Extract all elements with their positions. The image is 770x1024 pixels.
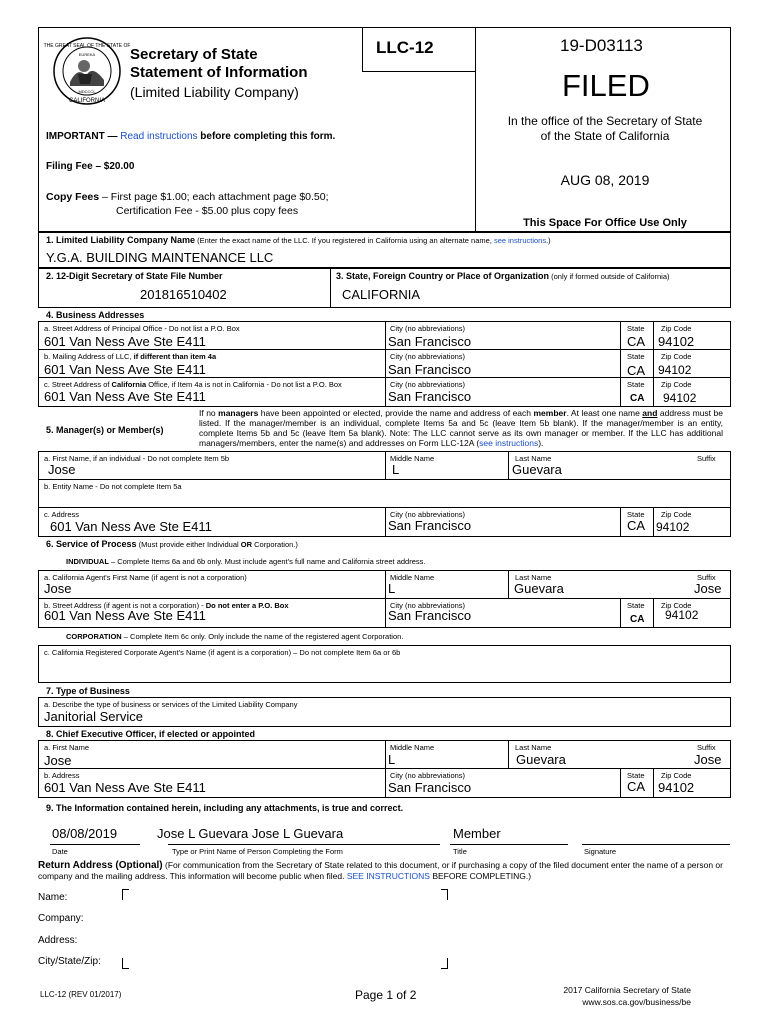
subtitle: (Limited Liability Company) (130, 84, 299, 100)
item4c-street-field[interactable]: 601 Van Ness Ave Ste E411 (44, 389, 206, 404)
signature-date-field[interactable]: 08/08/2019 (52, 826, 118, 841)
california-seal-icon (43, 36, 131, 106)
item6-hint-or: OR (240, 540, 253, 549)
item5-instr-3: have been appointed or elected, provide the name and address of each (258, 408, 534, 418)
item8-state-divider (620, 768, 621, 798)
item5-instr-5: . At least one name (566, 408, 643, 418)
item8b-zip-label: Zip Code (661, 771, 692, 780)
item5-last-divider (508, 451, 509, 479)
seal-year-text: MDCCCL (78, 89, 96, 94)
item4a-zip-label: Zip Code (661, 324, 692, 333)
signer-name-field[interactable]: Jose L Guevara Jose L Guevara (157, 826, 344, 841)
title-line2: Statement of Information (130, 64, 308, 81)
item8a-suffix-label: Suffix (697, 743, 716, 752)
footer-url[interactable]: www.sos.ca.gov/business/be (582, 997, 691, 1007)
item5c-state-label: State (627, 510, 645, 519)
date-line (50, 844, 140, 845)
return-address-instructions (38, 860, 728, 882)
item4a-label: a. Street Address of Principal Office - Do not list a P.O. Box (44, 324, 240, 333)
item8b-city-field[interactable]: San Francisco (388, 780, 472, 795)
item5c-state-field[interactable]: CA (627, 518, 646, 533)
item5-zip-divider (653, 507, 654, 537)
item8b-street-field[interactable]: 601 Van Ness Ave Ste E411 (44, 780, 206, 795)
name-line (168, 844, 440, 845)
signature-label: Signature (584, 847, 617, 856)
item4-state-divider (620, 321, 621, 407)
item7-label: 7. Type of Business (46, 686, 130, 696)
copyright: 2017 California Secretary of State (563, 985, 691, 995)
file-number-field[interactable]: 201816510402 (140, 287, 227, 302)
item4b-label (44, 352, 216, 361)
item9-label: 9. The Information contained herein, including any attachments, is true and correct. (46, 803, 404, 813)
item8b-state-field[interactable]: CA (627, 779, 646, 794)
return-text-end: BEFORE COMPLETING.) (429, 871, 532, 881)
item6b-city-label: City (no abbreviations) (390, 601, 466, 610)
item6-corp-text: – Complete Item 6c only. Only include the name of the registered agent Corporation. (121, 632, 404, 641)
important-suffix: before completing this form. (197, 131, 336, 142)
item4b-zip-label: Zip Code (661, 352, 692, 361)
item4c-label-bold: California (111, 380, 147, 389)
item8a-middle-label: Middle Name (390, 743, 435, 752)
item8b-zip-field[interactable]: 94102 (658, 780, 695, 795)
item7a-label: a. Describe the type of business or services of the Limited Liability Company (44, 700, 298, 709)
item8a-last-field[interactable]: Guevara (516, 752, 566, 767)
item6-label-row (46, 539, 298, 549)
item4a-street-field[interactable]: 601 Van Ness Ave Ste E411 (44, 334, 206, 349)
page-number: Page 1 of 2 (355, 988, 417, 1002)
item4b-street-field[interactable]: 601 Van Ness Ave Ste E411 (44, 362, 206, 377)
item6b-state-field[interactable]: CA (630, 614, 645, 625)
item4c-zip-label: Zip Code (661, 380, 692, 389)
header-divider (475, 27, 476, 232)
item4a-state-label: State (627, 324, 645, 333)
item4b-label-pre: b. Mailing Address of LLC, (44, 352, 134, 361)
item4c-city-label: City (no abbreviations) (390, 380, 466, 389)
return-name-label: Name: (38, 892, 68, 903)
item5a-last-label: Last Name (515, 454, 552, 463)
item6a-middle-field[interactable]: L (388, 581, 396, 596)
item6-state-divider (620, 598, 621, 628)
item5-instr-8: ). (538, 438, 544, 448)
item4b-label-bold: if different than item 4a (133, 352, 217, 361)
filing-fee: Filing Fee – $20.00 (46, 161, 135, 172)
item5c-city-field[interactable]: San Francisco (388, 518, 472, 533)
item1-label-row (46, 235, 551, 245)
return-city-label: City/State/Zip: (38, 956, 101, 967)
important-prefix: IMPORTANT — (46, 131, 121, 142)
item6-hint: (Must provide either Individual (136, 540, 241, 549)
item6b-state-label: State (627, 601, 645, 610)
item6a-suffix-field[interactable]: Jose (694, 581, 722, 596)
item1-instructions-link[interactable]: see instructions (493, 236, 547, 245)
seal-bottom-text: CALIFORNIA (68, 98, 106, 104)
item5-middle-divider (385, 451, 386, 479)
item6-corporation-note (66, 632, 403, 641)
copy-fees-line1: – First page $1.00; each attachment page $0.50; (99, 191, 329, 203)
important-note (46, 131, 335, 142)
item5-label: 5. Manager(s) or Member(s) (46, 425, 164, 435)
return-address-field[interactable] (122, 889, 448, 969)
llc-name-field[interactable]: Y.G.A. BUILDING MAINTENANCE LLC (46, 250, 274, 265)
item4c-label-pre: c. Street Address of (44, 380, 112, 389)
title-label: Title (453, 847, 467, 856)
place-of-organization-field[interactable]: CALIFORNIA (342, 287, 421, 302)
copy-fees (46, 191, 329, 203)
item6-middle-divider (385, 570, 386, 628)
item5a-middle-label: Middle Name (390, 454, 435, 463)
item6b-zip-label: Zip Code (661, 601, 692, 610)
item8a-label: a. First Name (44, 743, 90, 752)
seal-motto-text: EUREKA (78, 52, 96, 57)
form-revision: LLC-12 (REV 01/2017) (40, 990, 122, 999)
item6-individual-bold: INDIVIDUAL (66, 557, 109, 566)
item5a-suffix-label: Suffix (697, 454, 716, 463)
item3-hint: (only if formed outside of California) (549, 272, 670, 281)
return-label: Return Address (Optional) (38, 860, 163, 871)
item5c-city-label: City (no abbreviations) (390, 510, 466, 519)
read-instructions-link[interactable]: Read instructions (120, 131, 198, 142)
item2-label: 2. 12-Digit Secretary of State File Number (46, 271, 223, 281)
item6b-label-pre: b. Street Address (if agent is not a corporation) - (44, 601, 206, 610)
item4c-state-label: State (627, 380, 645, 389)
office-line2: of the State of California (540, 129, 670, 143)
copy-fees-label: Copy Fees (46, 191, 100, 203)
item5-instr-and: and (642, 408, 658, 418)
item6-individual-note (66, 557, 426, 566)
item5c-label: c. Address (44, 510, 80, 519)
filed-date: AUG 08, 2019 (560, 172, 650, 188)
document-number: 19-D03113 (560, 36, 643, 55)
item5-instr-7: address must be listed. If the manager/member is an individual, complete Items 5a and 5c (leave Item 5b blank). If the manager/member is an entity, complete Items 5b and 5c (leave Item 5a blank). Note: The LLC cannot serve as its own manager or member. If the LLC has additional managers/members, enter the name(s) and addresses on Form LLC-12A ( (199, 408, 723, 448)
item6-corp-bold: CORPORATION (66, 632, 122, 641)
item1-label: 1. Limited Liability Company Name (46, 235, 196, 245)
item8a-last-label: Last Name (515, 743, 552, 752)
signature-line (582, 844, 730, 845)
item8-zip-divider (653, 768, 654, 798)
item5-instr-member: member (533, 408, 567, 418)
item5-city-divider (385, 507, 386, 537)
return-instructions-link[interactable]: SEE INSTRUCTIONS (346, 871, 430, 881)
item5c-street-field[interactable]: 601 Van Ness Ave Ste E411 (50, 519, 212, 534)
item6-individual-text: – Complete Items 6a and 6b only. Must include agent’s full name and California street address. (108, 557, 426, 566)
item6-zip-divider (653, 598, 654, 628)
item6a-suffix-label: Suffix (697, 573, 716, 582)
item6-last-divider (508, 570, 509, 598)
item6a-first-field[interactable]: Jose (44, 581, 72, 596)
item4c-state-field[interactable]: CA (630, 393, 645, 404)
form-code: LLC-12 (376, 38, 434, 57)
title-line (450, 844, 568, 845)
item6b-street-field[interactable]: 601 Van Ness Ave Ste E411 (44, 608, 206, 623)
item6-label: 6. Service of Process (46, 539, 137, 549)
item8a-middle-field[interactable]: L (388, 752, 396, 767)
item8a-suffix-field[interactable]: Jose (694, 752, 722, 767)
return-company-label: Company: (38, 913, 84, 924)
item5a-middle-field[interactable]: L (392, 462, 400, 477)
item8b-label: b. Address (44, 771, 80, 780)
item8-middle-divider (385, 740, 386, 798)
seal-top-text: THE GREAT SEAL OF THE STATE OF (43, 43, 131, 49)
item6-hint-end: Corporation.) (252, 540, 298, 549)
item1-hint: (Enter the exact name of the LLC. If you registered in California using an alternate name, (195, 236, 494, 245)
item5-state-divider (620, 507, 621, 537)
item8a-first-field[interactable]: Jose (44, 753, 72, 768)
item4a-city-field[interactable]: San Francisco (388, 334, 472, 349)
item6a-label: a. California Agent's First Name (if agent is not a corporation) (44, 573, 247, 582)
item5a-last-field[interactable]: Guevara (512, 462, 562, 477)
item5-instructions-link[interactable]: see instructions (479, 438, 539, 448)
item5-instr-1: If no (199, 408, 219, 418)
item4b-city-label: City (no abbreviations) (390, 352, 466, 361)
item4c-zip-field[interactable]: 94102 (663, 391, 697, 405)
item4c-label (44, 380, 342, 389)
item5-row-line1 (38, 479, 731, 480)
filed-stamp: FILED (562, 68, 650, 103)
item4a-zip-field[interactable]: 94102 (658, 334, 695, 349)
item4-zip-divider (653, 321, 654, 407)
item1-hint-end: .) (546, 236, 551, 245)
item4b-city-field[interactable]: San Francisco (388, 362, 472, 377)
item5b-label: b. Entity Name - Do not complete Item 5a (44, 482, 182, 491)
item5-instructions (199, 408, 723, 448)
form-code-divider (362, 27, 363, 71)
copy-fees-line2: Certification Fee - $5.00 plus copy fees (116, 205, 299, 217)
item6b-zip-field[interactable]: 94102 (665, 608, 699, 622)
item6b-city-field[interactable]: San Francisco (388, 608, 472, 623)
title-line1: Secretary of State (130, 46, 258, 63)
item6a-last-field[interactable]: Guevara (514, 581, 564, 596)
item4b-state-field[interactable]: CA (627, 363, 646, 378)
item4a-state-field[interactable]: CA (627, 334, 646, 349)
item4c-city-field[interactable]: San Francisco (388, 389, 472, 404)
item6a-last-label: Last Name (515, 573, 552, 582)
item8b-city-label: City (no abbreviations) (390, 771, 466, 780)
form-code-bottom (362, 71, 475, 72)
item6b-label-bold: Do not enter a P.O. Box (205, 601, 289, 610)
item8-label: 8. Chief Executive Officer, if elected or appointed (46, 729, 256, 739)
item8-last-divider (508, 740, 509, 768)
item5-instr-managers: managers (218, 408, 259, 418)
item5a-label: a. First Name, if an individual - Do not complete Item 5b (44, 454, 230, 463)
item2-3-divider (330, 268, 331, 308)
business-type-field[interactable]: Janitorial Service (44, 709, 143, 724)
item4b-state-label: State (627, 352, 645, 361)
return-address-label: Address: (38, 935, 78, 946)
item3-label: 3. State, Foreign Country or Place of Organization (336, 271, 550, 281)
item4-label: 4. Business Addresses (46, 310, 145, 320)
item5c-zip-field[interactable]: 94102 (656, 520, 690, 534)
item4c-label-post: Office, if Item 4a is not in California - Do not list a P.O. Box (146, 380, 342, 389)
signer-title-field[interactable]: Member (453, 826, 501, 841)
item6c-label: c. California Registered Corporate Agent’s Name (if agent is a corporation) – Do not complete Item 6a or 6b (44, 648, 401, 657)
item6a-middle-label: Middle Name (390, 573, 435, 582)
item4-city-divider (385, 321, 386, 407)
date-label: Date (52, 847, 68, 856)
office-use-note: This Space For Office Use Only (523, 217, 687, 229)
item8b-state-label: State (627, 771, 645, 780)
return-text: (For communication from the Secretary of State related to this document, or if purchasing a copy of the filed document enter the name of a person or company and the mailing address. This information will become public when filed. (38, 860, 723, 881)
item4a-city-label: City (no abbreviations) (390, 324, 466, 333)
name-label: Type or Print Name of Person Completing the Form (172, 847, 343, 856)
item4b-zip-field[interactable]: 94102 (658, 363, 692, 377)
item5a-first-field[interactable]: Jose (48, 462, 76, 477)
item3-label-row (336, 271, 670, 281)
office-line1: In the office of the Secretary of State (507, 114, 703, 128)
item5c-zip-label: Zip Code (661, 510, 692, 519)
